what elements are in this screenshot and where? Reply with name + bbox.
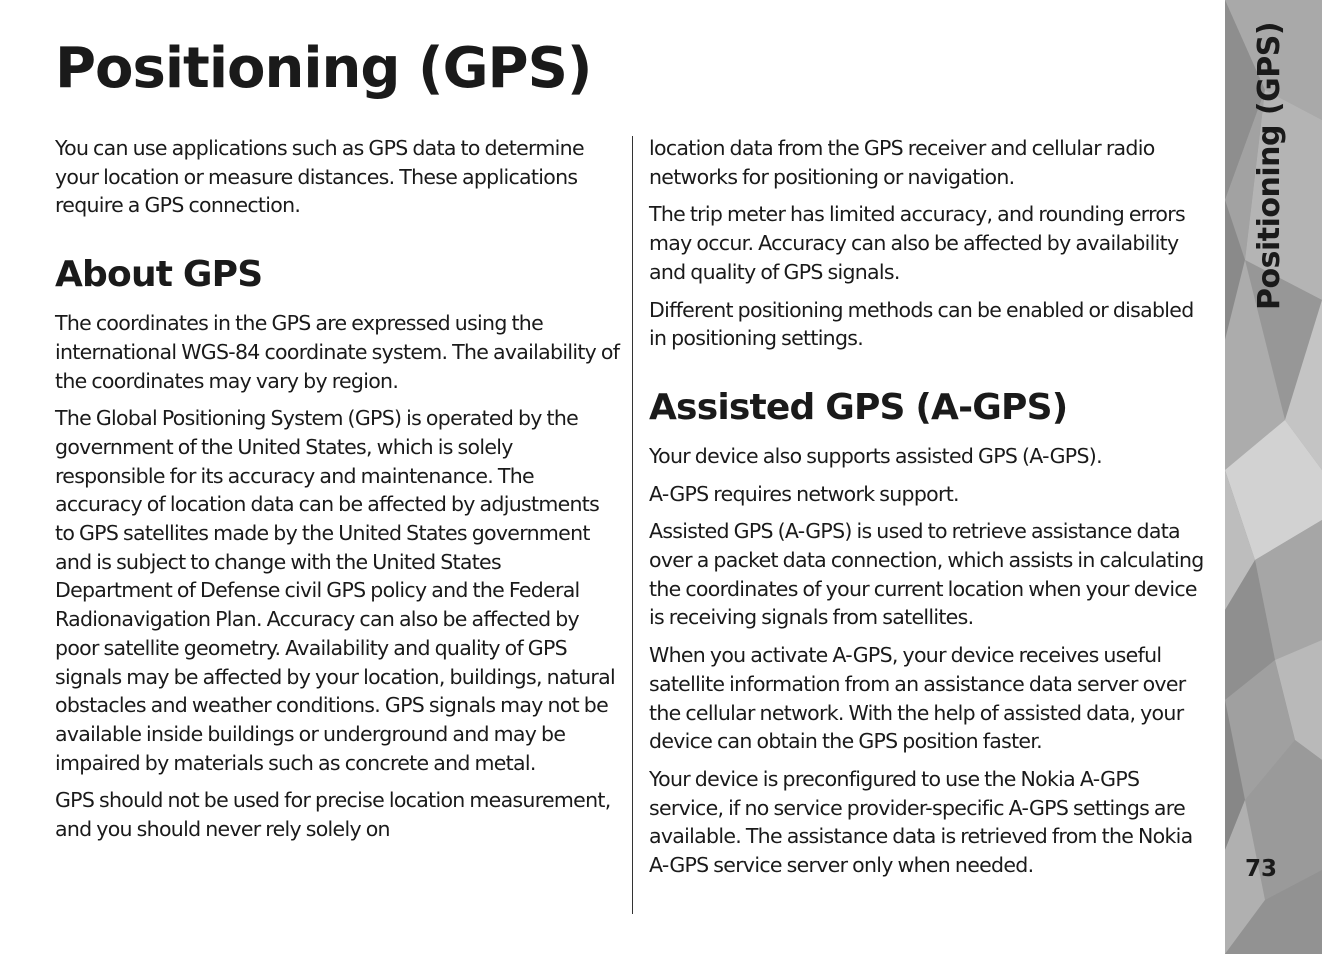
about-gps-paragraph-2: The Global Positioning System (GPS) is operated by the government of the United States, which is solely responsible for its accuracy and maintenance. The accuracy of location data can be affected by adjustments to GPS satellites made by the United States government and is subject to change with the United States Department of Defense civil GPS policy and the Federal Radionavigation Plan. Accuracy can also be affected by poor satellite geometry. Availability and quality of GPS signals may be affected by your location, buildings, natural obstacles and weather conditions. GPS signals may not be available inside buildings or underground and may be impaired by materials such as concrete and metal. (55, 406, 615, 775)
side-tab-label: Positioning (GPS) (1252, 21, 1287, 310)
about-gps-heading: About GPS (55, 254, 263, 296)
agps-paragraph-1: Your device also supports assisted GPS (A-GPS). (649, 443, 1102, 468)
page-number: 73 (1245, 856, 1278, 882)
assisted-gps-heading: Assisted GPS (A-GPS) (649, 386, 1068, 428)
column-divider (632, 136, 633, 914)
continued-paragraph-1: location data from the GPS receiver and cellular radio networks for positioning or navigation. (649, 136, 1155, 189)
right-column (649, 134, 1215, 889)
about-gps-paragraph-3: GPS should not be used for precise location measurement, and you should never rely solely on (55, 788, 611, 842)
page-title: Positioning (GPS) (55, 36, 592, 101)
intro-paragraph: You can use applications such as GPS data to determine your location or measure distances. These applications require a GPS connection. (55, 136, 584, 218)
trip-meter-paragraph: The trip meter has limited accuracy, and rounding errors may occur. Accuracy can also be affected by availability and quality of GPS signals. (649, 202, 1185, 284)
left-column (55, 134, 621, 853)
about-gps-paragraph-1: The coordinates in the GPS are expressed using the international WGS-84 coordinate system. The availability of the coordinates may vary by region. (55, 311, 620, 393)
positioning-methods-paragraph: Different positioning methods can be enabled or disabled in positioning settings. (649, 297, 1194, 351)
agps-paragraph-5: Your device is preconfigured to use the Nokia A-GPS service, if no service provider-specific A-GPS settings are available. The assistance data is retrieved from the Nokia A-GPS service server only when needed. (649, 766, 1193, 878)
agps-paragraph-2: A-GPS requires network support. (649, 481, 959, 506)
agps-paragraph-3: Assisted GPS (A-GPS) is used to retrieve assistance data over a packet data connection, which assists in calculating the coordinates of your current location when your device is receiving signals from satellites. (649, 519, 1204, 630)
agps-paragraph-4: When you activate A-GPS, your device receives useful satellite information from an assistance data server over the cellular network. With the help of assisted data, your device can obtain the GPS position faster. (649, 643, 1186, 754)
